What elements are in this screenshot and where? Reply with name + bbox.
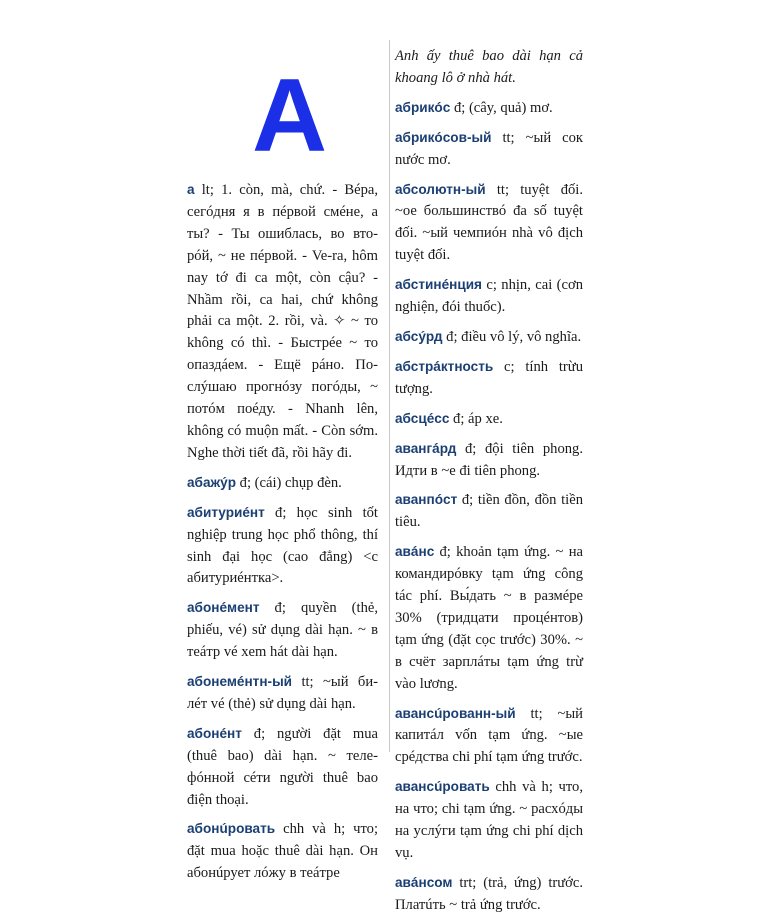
section-letter: A	[252, 58, 326, 174]
definition: đ; (cái) chụp đèn.	[236, 474, 342, 491]
headword: аванпóст	[395, 492, 458, 508]
headword: абрикóс	[395, 99, 451, 115]
headword: авансúрованн-ый	[395, 705, 516, 721]
dictionary-entry	[395, 776, 583, 865]
definition: đ; điều vô lý, vô nghĩa.	[442, 328, 582, 345]
headword: авангáрд	[395, 440, 457, 456]
definition: tt; tuyệt đối. ~ое большинствó đa số tuyệt đối. ~ый чемпиóн nhà vô địch tuyệt đối.	[395, 181, 583, 264]
dictionary-entry	[395, 97, 583, 120]
dictionary-entry	[395, 408, 583, 431]
dictionary-entry	[395, 274, 583, 319]
dictionary-entry	[395, 356, 583, 401]
dictionary-entry	[187, 818, 378, 885]
definition: đ; (cây, quả) mơ.	[450, 99, 553, 116]
headword: а	[187, 182, 195, 197]
definition: c; nhịn, cai (cơn nghiện, đói thuốc).	[395, 277, 583, 316]
definition: c; tính trừu tượng.	[395, 358, 583, 397]
dictionary-entry	[395, 703, 583, 770]
headword: авансúровать	[395, 779, 490, 795]
definition: đ; khoản tạm ứng. ~ на командирóвку tạm ứng công tác phí. Вы́дать ~ в размéре 30% (тридцати процéнтов) tạm ứng (đặt cọc trước) 30%. ~ в счёт зарплáты tạm ứng trừ vào lương.	[395, 544, 583, 692]
headword: абрикóсов-ый	[395, 129, 492, 145]
headword: абстинéнция	[395, 277, 482, 293]
headword: авáнс	[395, 544, 435, 560]
headword: авáнсом	[395, 874, 453, 890]
definition: đ; học sinh tốt nghiệp trung học phổ thông, thí sinh đại học (cao đẳng) <с абитуриéнтка>.	[187, 504, 378, 587]
dictionary-entry	[395, 872, 583, 917]
left-column	[187, 179, 378, 892]
definition: đ; quyền (thẻ, phiếu, vé) sử dụng dài hạn. ~ в теáтр vé xem hát dài hạn.	[187, 600, 378, 661]
column-divider	[389, 40, 390, 752]
definition: đ; tiền đồn, đồn tiền tiêu.	[395, 492, 583, 531]
dictionary-entry	[395, 326, 583, 349]
dictionary-entry	[187, 671, 378, 716]
headword: абитуриéнт	[187, 504, 265, 520]
dictionary-entry	[187, 597, 378, 664]
dictionary-entry	[187, 723, 378, 812]
headword: абсцéсс	[395, 410, 450, 426]
dictionary-entry	[395, 541, 583, 695]
dictionary-entry	[395, 489, 583, 534]
definition: chh và h; что; đặt mua hoặc thuê dài hạn. Он абонúрует лóжу в теáтре	[187, 821, 378, 882]
dictionary-entry	[187, 502, 378, 591]
dictionary-entry	[395, 438, 583, 483]
definition: tt; ~ый сок nước mơ.	[395, 129, 583, 168]
headword: абонемéнтн-ый	[187, 674, 293, 690]
headword: абонéмент	[187, 600, 260, 616]
headword: абсолютн-ый	[395, 181, 486, 197]
dictionary-entry	[395, 127, 583, 172]
dictionary-entry	[187, 472, 378, 495]
headword: абажýр	[187, 474, 237, 490]
right-column	[395, 46, 583, 924]
dictionary-entry	[187, 179, 378, 465]
definition: chh và h; что, на что; chi tạm ứng. ~ расхóды на услýги tạm ứng chi phí dịch vụ.	[395, 779, 583, 861]
definition: đ; đội tiên phong. Идти в ~е đi tiên phong.	[395, 440, 583, 479]
headword: абсýрд	[395, 328, 443, 344]
headword: абонéнт	[187, 725, 242, 741]
definition: lt; 1. còn, mà, chứ. - Вéра, сегóдня я в пéрвой смéне, а ты? - Ты ошиблась, во вто-рóй, ~ не пéрвой. - Ve-ra, hôm nay tớ đi ca một, còn cậu? - Nhầm rồi, ca hai, chứ không phải ca một. 2. rồi, và. ✧ ~ то không có thì. - Быстрée ~ то опаздáем. - Ещё рáно. По-слýшаю прогнóзу погóды, ~ потóм поéду. - Nhanh lên, không có muộn mất. - Còn sớm. Nghe thời tiết đã, rồi hãy đi.	[187, 182, 378, 461]
definition: đ; người đặt mua (thuê bao) dài hạn. ~ теле-фóнной сéти người thuê bao điện thoại.	[187, 725, 378, 808]
definition: tt; ~ый би-лéт vé (thẻ) sử dụng dài hạn.	[187, 674, 378, 712]
headword: абонúровать	[187, 821, 276, 837]
headword: абстрáктность	[395, 358, 494, 374]
definition: trt; (trả, ứng) trước. Платúть ~ trả ứng trước.	[395, 874, 583, 913]
dictionary-entry	[395, 179, 583, 268]
definition: đ; áp xe.	[449, 410, 503, 427]
continued-example: Anh ấy thuê bao dài hạn cả khoang lô ở nhà hát.	[395, 48, 583, 86]
definition: tt; ~ый капитáл vốn tạm ứng. ~ые срéдства chi phí tạm ứng trước.	[395, 705, 583, 766]
